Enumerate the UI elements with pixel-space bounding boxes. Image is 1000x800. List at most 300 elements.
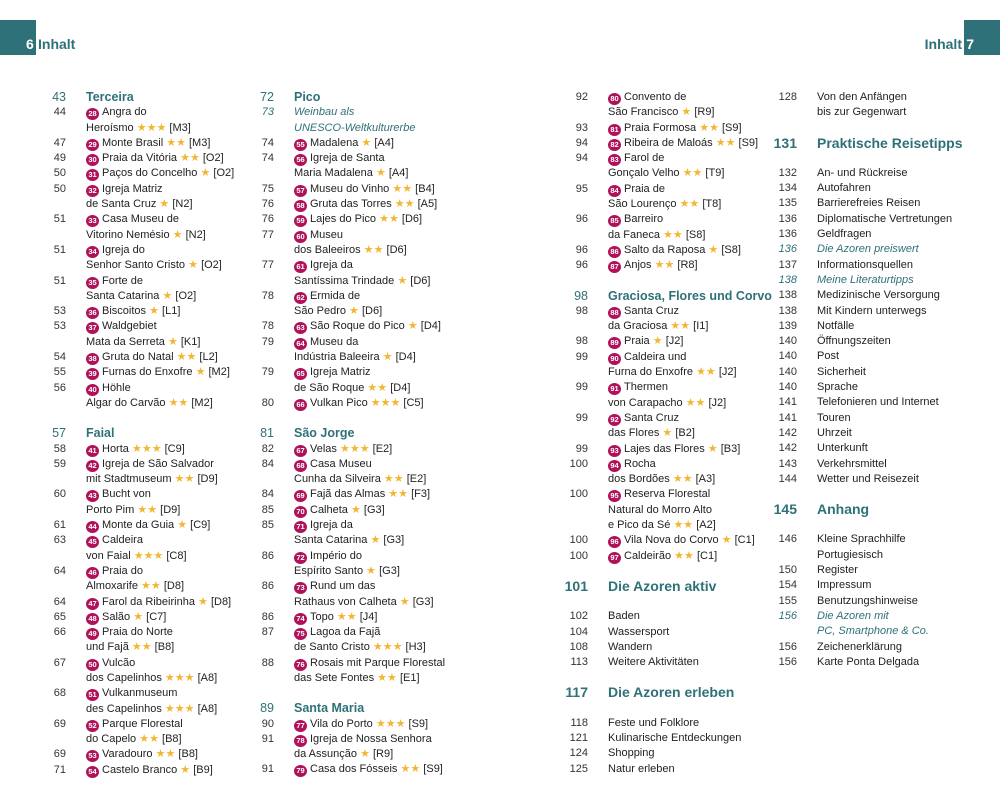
toc-entry[interactable] xyxy=(562,258,772,273)
toc-entry[interactable] xyxy=(248,396,445,411)
page-number xyxy=(248,121,274,136)
rating-stars: ★★ xyxy=(367,381,388,394)
toc-entry[interactable] xyxy=(771,365,963,380)
map-reference: [M3] xyxy=(189,136,211,149)
toc-entry[interactable] xyxy=(248,350,445,365)
toc-entry[interactable] xyxy=(40,625,234,640)
sight-number-badge: 72 xyxy=(294,552,307,564)
toc-entry[interactable] xyxy=(248,457,445,472)
entry-text xyxy=(86,656,135,671)
toc-entry[interactable] xyxy=(40,289,234,304)
entry-text xyxy=(608,731,741,746)
toc-entry[interactable] xyxy=(248,732,445,747)
toc-entry[interactable] xyxy=(562,746,772,761)
sight-number-badge: 82 xyxy=(608,139,621,151)
entry-label: Anhang xyxy=(817,501,870,518)
entry-text xyxy=(86,304,180,319)
entry-text xyxy=(86,732,182,747)
toc-entry[interactable] xyxy=(771,472,963,487)
map-reference: [C9] xyxy=(190,519,211,532)
toc-entry[interactable] xyxy=(562,625,772,640)
toc-entry[interactable] xyxy=(562,731,772,746)
toc-section-heading[interactable] xyxy=(248,701,445,716)
page-number: 136 xyxy=(778,243,797,256)
toc-section-heading[interactable] xyxy=(562,685,772,700)
page-number xyxy=(40,258,66,273)
sight-number-badge: 88 xyxy=(608,307,621,319)
toc-entry[interactable] xyxy=(248,228,445,243)
toc-entry[interactable] xyxy=(562,762,772,777)
toc-entry[interactable] xyxy=(248,105,445,120)
toc-entry[interactable] xyxy=(562,304,772,319)
toc-entry[interactable] xyxy=(248,166,445,181)
sight-number-badge: 78 xyxy=(294,735,307,747)
page-number-right: 7 xyxy=(966,36,974,52)
page-number: 91 xyxy=(261,732,274,745)
toc-entry[interactable] xyxy=(248,381,445,396)
entry-label: Die Azoren preiswert xyxy=(817,243,919,256)
map-reference: [A2] xyxy=(696,519,716,532)
toc-entry[interactable] xyxy=(40,197,234,212)
toc-entry[interactable] xyxy=(771,532,963,547)
toc-entry[interactable] xyxy=(771,563,963,578)
toc-entry[interactable] xyxy=(771,258,963,273)
toc-section-heading[interactable] xyxy=(771,136,963,151)
toc-entry[interactable] xyxy=(40,671,234,686)
toc-entry[interactable] xyxy=(40,365,234,380)
map-reference: [D4] xyxy=(390,381,411,394)
toc-entry[interactable] xyxy=(248,595,445,610)
page-number: 51 xyxy=(53,213,66,226)
toc-section-heading[interactable] xyxy=(40,426,234,441)
toc-entry[interactable] xyxy=(562,716,772,731)
toc-entry[interactable] xyxy=(771,273,963,288)
entry-text xyxy=(817,578,871,593)
entry-text xyxy=(294,90,320,105)
toc-entry[interactable] xyxy=(562,151,772,166)
page-number xyxy=(248,243,274,258)
entry-label: Castelo Branco xyxy=(102,763,178,776)
entry-label: Madalena xyxy=(310,136,359,149)
toc-entry[interactable] xyxy=(248,319,445,334)
toc-section-heading[interactable] xyxy=(248,426,445,441)
toc-entry[interactable] xyxy=(248,365,445,380)
toc-entry[interactable] xyxy=(248,656,445,671)
toc-entry[interactable] xyxy=(248,671,445,686)
toc-entry[interactable] xyxy=(40,335,234,350)
toc-entry[interactable] xyxy=(248,335,445,350)
map-reference: [A3] xyxy=(695,473,716,486)
toc-entry[interactable] xyxy=(40,396,234,411)
toc-entry[interactable] xyxy=(40,610,234,625)
toc-entry[interactable] xyxy=(248,533,445,548)
sight-number-badge: 43 xyxy=(86,490,99,502)
page-number: 85 xyxy=(261,519,274,532)
entry-text xyxy=(817,563,858,578)
toc-section-heading[interactable] xyxy=(771,502,963,517)
toc-entry[interactable] xyxy=(562,350,772,365)
map-reference: [D6] xyxy=(410,274,431,287)
toc-entry[interactable] xyxy=(248,747,445,762)
page-number: 100 xyxy=(569,457,588,470)
entry-label: São Francisco xyxy=(608,106,679,119)
page-number: 96 xyxy=(575,259,588,272)
page-number xyxy=(562,365,588,380)
entry-text xyxy=(294,197,437,212)
toc-entry[interactable] xyxy=(248,472,445,487)
toc-entry[interactable] xyxy=(40,151,234,166)
entry-text xyxy=(294,595,434,610)
entry-text xyxy=(86,166,234,181)
toc-entry[interactable] xyxy=(248,274,445,289)
toc-entry[interactable] xyxy=(771,395,963,410)
toc-entry[interactable] xyxy=(771,594,963,609)
toc-entry[interactable] xyxy=(562,640,772,655)
toc-entry[interactable] xyxy=(248,182,445,197)
toc-entry[interactable] xyxy=(771,105,963,120)
toc-entry[interactable] xyxy=(771,212,963,227)
entry-label: Ermida de xyxy=(310,289,361,302)
toc-entry[interactable] xyxy=(248,564,445,579)
toc-entry[interactable] xyxy=(40,212,234,227)
toc-entry[interactable] xyxy=(40,243,234,258)
sight-number-badge: 84 xyxy=(608,185,621,197)
sight-number-badge: 83 xyxy=(608,154,621,166)
toc-entry[interactable] xyxy=(40,442,234,457)
entry-text xyxy=(86,671,217,686)
toc-entry[interactable] xyxy=(771,227,963,242)
toc-entry[interactable] xyxy=(40,640,234,655)
toc-entry[interactable] xyxy=(248,487,445,502)
toc-entry[interactable] xyxy=(248,121,445,136)
entry-text xyxy=(294,671,420,686)
toc-entry[interactable] xyxy=(248,151,445,166)
map-reference: [R9] xyxy=(694,106,715,119)
entry-label: da Faneca xyxy=(608,228,660,241)
entry-label: Wetter und Reisezeit xyxy=(817,472,919,485)
page-number: 139 xyxy=(778,319,797,332)
page-number xyxy=(40,549,66,564)
toc-entry[interactable] xyxy=(771,196,963,211)
page-number: 145 xyxy=(773,501,797,518)
entry-label: Bucht von xyxy=(102,488,151,501)
toc-entry[interactable] xyxy=(40,717,234,732)
toc-entry[interactable] xyxy=(248,717,445,732)
entry-label: Santa Catarina xyxy=(294,534,368,547)
toc-entry[interactable] xyxy=(562,197,772,212)
toc-entry[interactable] xyxy=(562,334,772,349)
toc-entry[interactable] xyxy=(562,380,772,395)
entry-text xyxy=(86,717,183,732)
entry-text xyxy=(817,380,858,395)
toc-section-heading[interactable] xyxy=(562,579,772,594)
toc-entry[interactable] xyxy=(248,640,445,655)
toc-entry[interactable] xyxy=(562,503,772,518)
map-reference: [B8] xyxy=(162,733,182,746)
entry-label: Igreja de São Salvador xyxy=(102,457,214,470)
toc-entry[interactable] xyxy=(562,533,772,548)
page-number xyxy=(40,472,66,487)
page-number xyxy=(562,426,588,441)
page-number xyxy=(771,548,797,563)
entry-text xyxy=(294,518,353,533)
toc-entry[interactable] xyxy=(771,624,963,639)
sight-number-badge: 48 xyxy=(86,613,99,625)
map-reference: [M2] xyxy=(191,396,213,409)
toc-entry[interactable] xyxy=(40,258,234,273)
toc-entry[interactable] xyxy=(40,503,234,518)
entry-label: Porto Pim xyxy=(86,503,135,516)
toc-entry[interactable] xyxy=(248,289,445,304)
page-number xyxy=(562,105,588,120)
page-number xyxy=(248,595,274,610)
toc-entry[interactable] xyxy=(562,90,772,105)
toc-entry[interactable] xyxy=(771,90,963,105)
toc-entry[interactable] xyxy=(248,518,445,533)
map-reference: [O2] xyxy=(201,259,222,272)
toc-entry[interactable] xyxy=(40,457,234,472)
entry-label: Almoxarife xyxy=(86,580,138,593)
toc-entry[interactable] xyxy=(771,166,963,181)
toc-entry[interactable] xyxy=(562,655,772,670)
entry-text xyxy=(817,304,926,319)
rating-stars: ★★ xyxy=(394,198,415,211)
toc-entry[interactable] xyxy=(40,487,234,502)
entry-text xyxy=(817,609,889,624)
map-reference: [N2] xyxy=(172,198,193,211)
toc-entry[interactable] xyxy=(771,380,963,395)
toc-entry[interactable] xyxy=(248,762,445,777)
toc-entry[interactable] xyxy=(771,640,963,655)
toc-entry[interactable] xyxy=(771,426,963,441)
toc-entry[interactable] xyxy=(40,105,234,120)
entry-text xyxy=(608,365,737,380)
entry-label: Vulcão xyxy=(102,656,136,669)
page-number: 92 xyxy=(575,91,588,103)
toc-entry[interactable] xyxy=(771,609,963,624)
toc-entry[interactable] xyxy=(40,518,234,533)
toc-entry[interactable] xyxy=(40,656,234,671)
toc-entry[interactable] xyxy=(562,457,772,472)
sight-number-badge: 41 xyxy=(86,445,99,457)
toc-entry[interactable] xyxy=(40,136,234,151)
toc-entry[interactable] xyxy=(562,105,772,120)
toc-entry[interactable] xyxy=(248,579,445,594)
toc-entry[interactable] xyxy=(40,732,234,747)
toc-entry[interactable] xyxy=(562,319,772,334)
toc-entry[interactable] xyxy=(771,441,963,456)
toc-entry[interactable] xyxy=(562,426,772,441)
sight-number-badge: 77 xyxy=(294,720,307,732)
sight-number-badge: 95 xyxy=(608,490,621,502)
toc-entry[interactable] xyxy=(562,411,772,426)
rating-stars: ★★ xyxy=(672,473,693,486)
entry-label: Igreja Matriz xyxy=(102,182,163,195)
toc-section-heading[interactable] xyxy=(40,90,234,105)
toc-entry[interactable] xyxy=(248,304,445,319)
toc-entry[interactable] xyxy=(248,243,445,258)
toc-entry[interactable] xyxy=(40,564,234,579)
toc-section-heading[interactable] xyxy=(248,90,445,105)
toc-entry[interactable] xyxy=(40,533,234,548)
toc-entry[interactable] xyxy=(248,610,445,625)
entry-label: des Capelinhos xyxy=(86,702,162,715)
toc-entry[interactable] xyxy=(40,763,234,778)
entry-label: dos Bordões xyxy=(608,473,670,486)
toc-entry[interactable] xyxy=(771,304,963,319)
toc-entry[interactable] xyxy=(40,747,234,762)
rating-stars: ★★ xyxy=(141,580,161,593)
page-number: 43 xyxy=(52,90,66,104)
entry-label: Meine Literaturtipps xyxy=(817,273,914,286)
toc-entry[interactable] xyxy=(40,166,234,181)
toc-entry[interactable] xyxy=(248,442,445,457)
toc-section-heading[interactable] xyxy=(562,289,772,304)
toc-entry[interactable] xyxy=(771,548,963,563)
entry-label: Varadouro xyxy=(102,748,153,761)
entry-label: Igreja do xyxy=(102,243,145,256)
entry-label: Rocha xyxy=(624,457,656,470)
toc-entry[interactable] xyxy=(40,472,234,487)
entry-label: Gruta do Natal xyxy=(102,351,174,364)
toc-entry[interactable] xyxy=(40,350,234,365)
page-number: 57 xyxy=(52,426,66,441)
toc-entry[interactable] xyxy=(40,319,234,334)
toc-entry[interactable] xyxy=(771,655,963,670)
toc-entry[interactable] xyxy=(562,212,772,227)
map-reference: [J2] xyxy=(708,396,727,409)
toc-entry[interactable] xyxy=(771,578,963,593)
entry-label: Angra do xyxy=(102,106,147,119)
toc-entry[interactable] xyxy=(40,702,234,717)
toc-entry[interactable] xyxy=(562,518,772,533)
toc-entry[interactable] xyxy=(771,319,963,334)
toc-entry[interactable] xyxy=(771,334,963,349)
toc-entry[interactable] xyxy=(562,472,772,487)
toc-entry[interactable] xyxy=(40,549,234,564)
toc-entry[interactable] xyxy=(562,136,772,151)
toc-entry[interactable] xyxy=(771,288,963,303)
entry-label: Sicherheit xyxy=(817,365,866,378)
page-number: 156 xyxy=(778,655,797,668)
entry-text xyxy=(294,212,422,227)
toc-entry[interactable] xyxy=(771,411,963,426)
toc-entry[interactable] xyxy=(40,182,234,197)
sight-number-badge: 74 xyxy=(294,613,307,625)
entry-text xyxy=(817,334,891,349)
rating-stars: ★★★ xyxy=(136,121,167,134)
toc-entry[interactable] xyxy=(562,228,772,243)
page-number xyxy=(248,640,274,655)
toc-entry[interactable] xyxy=(562,365,772,380)
toc-entry[interactable] xyxy=(248,549,445,564)
toc-entry[interactable] xyxy=(562,121,772,136)
toc-entry[interactable] xyxy=(562,487,772,502)
page-number: 59 xyxy=(53,457,66,470)
toc-entry[interactable] xyxy=(562,609,772,624)
rating-stars: ★★★ xyxy=(339,442,370,455)
toc-entry[interactable] xyxy=(562,182,772,197)
rating-stars: ★★ xyxy=(379,213,399,226)
toc-entry[interactable] xyxy=(771,457,963,472)
toc-entry[interactable] xyxy=(771,349,963,364)
entry-label: Algar do Carvão xyxy=(86,396,166,409)
toc-entry[interactable] xyxy=(248,212,445,227)
page-number: 79 xyxy=(261,335,274,348)
rating-stars: ★★ xyxy=(166,136,186,149)
entry-text xyxy=(817,640,902,655)
toc-entry[interactable] xyxy=(248,136,445,151)
toc-entry[interactable] xyxy=(40,121,234,136)
toc-entry[interactable] xyxy=(40,304,234,319)
sight-number-badge: 61 xyxy=(294,261,307,273)
toc-entry[interactable] xyxy=(771,242,963,257)
rating-stars: ★ xyxy=(149,305,159,318)
entry-text xyxy=(817,227,871,242)
toc-entry[interactable] xyxy=(562,549,772,564)
entry-text xyxy=(294,533,404,548)
rating-stars: ★ xyxy=(162,289,173,302)
page-number: 54 xyxy=(53,351,66,364)
rating-stars: ★ xyxy=(177,519,188,532)
toc-entry[interactable] xyxy=(248,197,445,212)
toc-entry[interactable] xyxy=(562,243,772,258)
entry-text xyxy=(608,151,664,166)
page-number xyxy=(248,166,274,181)
toc-entry[interactable] xyxy=(771,181,963,196)
toc-entry[interactable] xyxy=(562,166,772,181)
entry-text xyxy=(817,212,952,227)
toc-entry[interactable] xyxy=(248,625,445,640)
entry-label: Mata da Serreta xyxy=(86,335,165,348)
page-number: 99 xyxy=(575,381,588,394)
toc-entry[interactable] xyxy=(40,381,234,396)
page-number: 141 xyxy=(778,411,797,424)
entry-label: Barrierefreies Reisen xyxy=(817,197,921,210)
entry-label: Weinbau als xyxy=(294,106,355,119)
entry-text xyxy=(608,716,699,731)
toc-entry[interactable] xyxy=(562,396,772,411)
spacer xyxy=(40,411,234,426)
toc-entry[interactable] xyxy=(40,274,234,289)
entry-text xyxy=(817,196,920,211)
page-number: 69 xyxy=(53,717,66,730)
toc-entry[interactable] xyxy=(248,503,445,518)
page-number: 78 xyxy=(261,289,274,302)
toc-entry[interactable] xyxy=(40,686,234,701)
entry-label: São Lourenço xyxy=(608,198,677,211)
entry-label: Gonçalo Velho xyxy=(608,167,680,180)
rating-stars: ★ xyxy=(382,351,393,364)
toc-entry[interactable] xyxy=(40,595,234,610)
entry-label: São Roque do Pico xyxy=(310,320,405,333)
toc-entry[interactable] xyxy=(40,579,234,594)
rating-stars: ★★ xyxy=(670,320,691,333)
toc-entry[interactable] xyxy=(562,442,772,457)
entry-text xyxy=(608,319,708,334)
entry-text xyxy=(608,243,741,258)
sight-number-badge: 30 xyxy=(86,154,99,166)
toc-entry[interactable] xyxy=(40,228,234,243)
page-number: 142 xyxy=(778,442,797,455)
page-number: 82 xyxy=(261,442,274,455)
page-number: 113 xyxy=(570,656,588,669)
toc-entry[interactable] xyxy=(248,258,445,273)
toc-column-4 xyxy=(771,90,963,670)
entry-text xyxy=(294,365,371,380)
entry-text xyxy=(294,625,380,640)
map-reference: [S9] xyxy=(722,121,742,134)
